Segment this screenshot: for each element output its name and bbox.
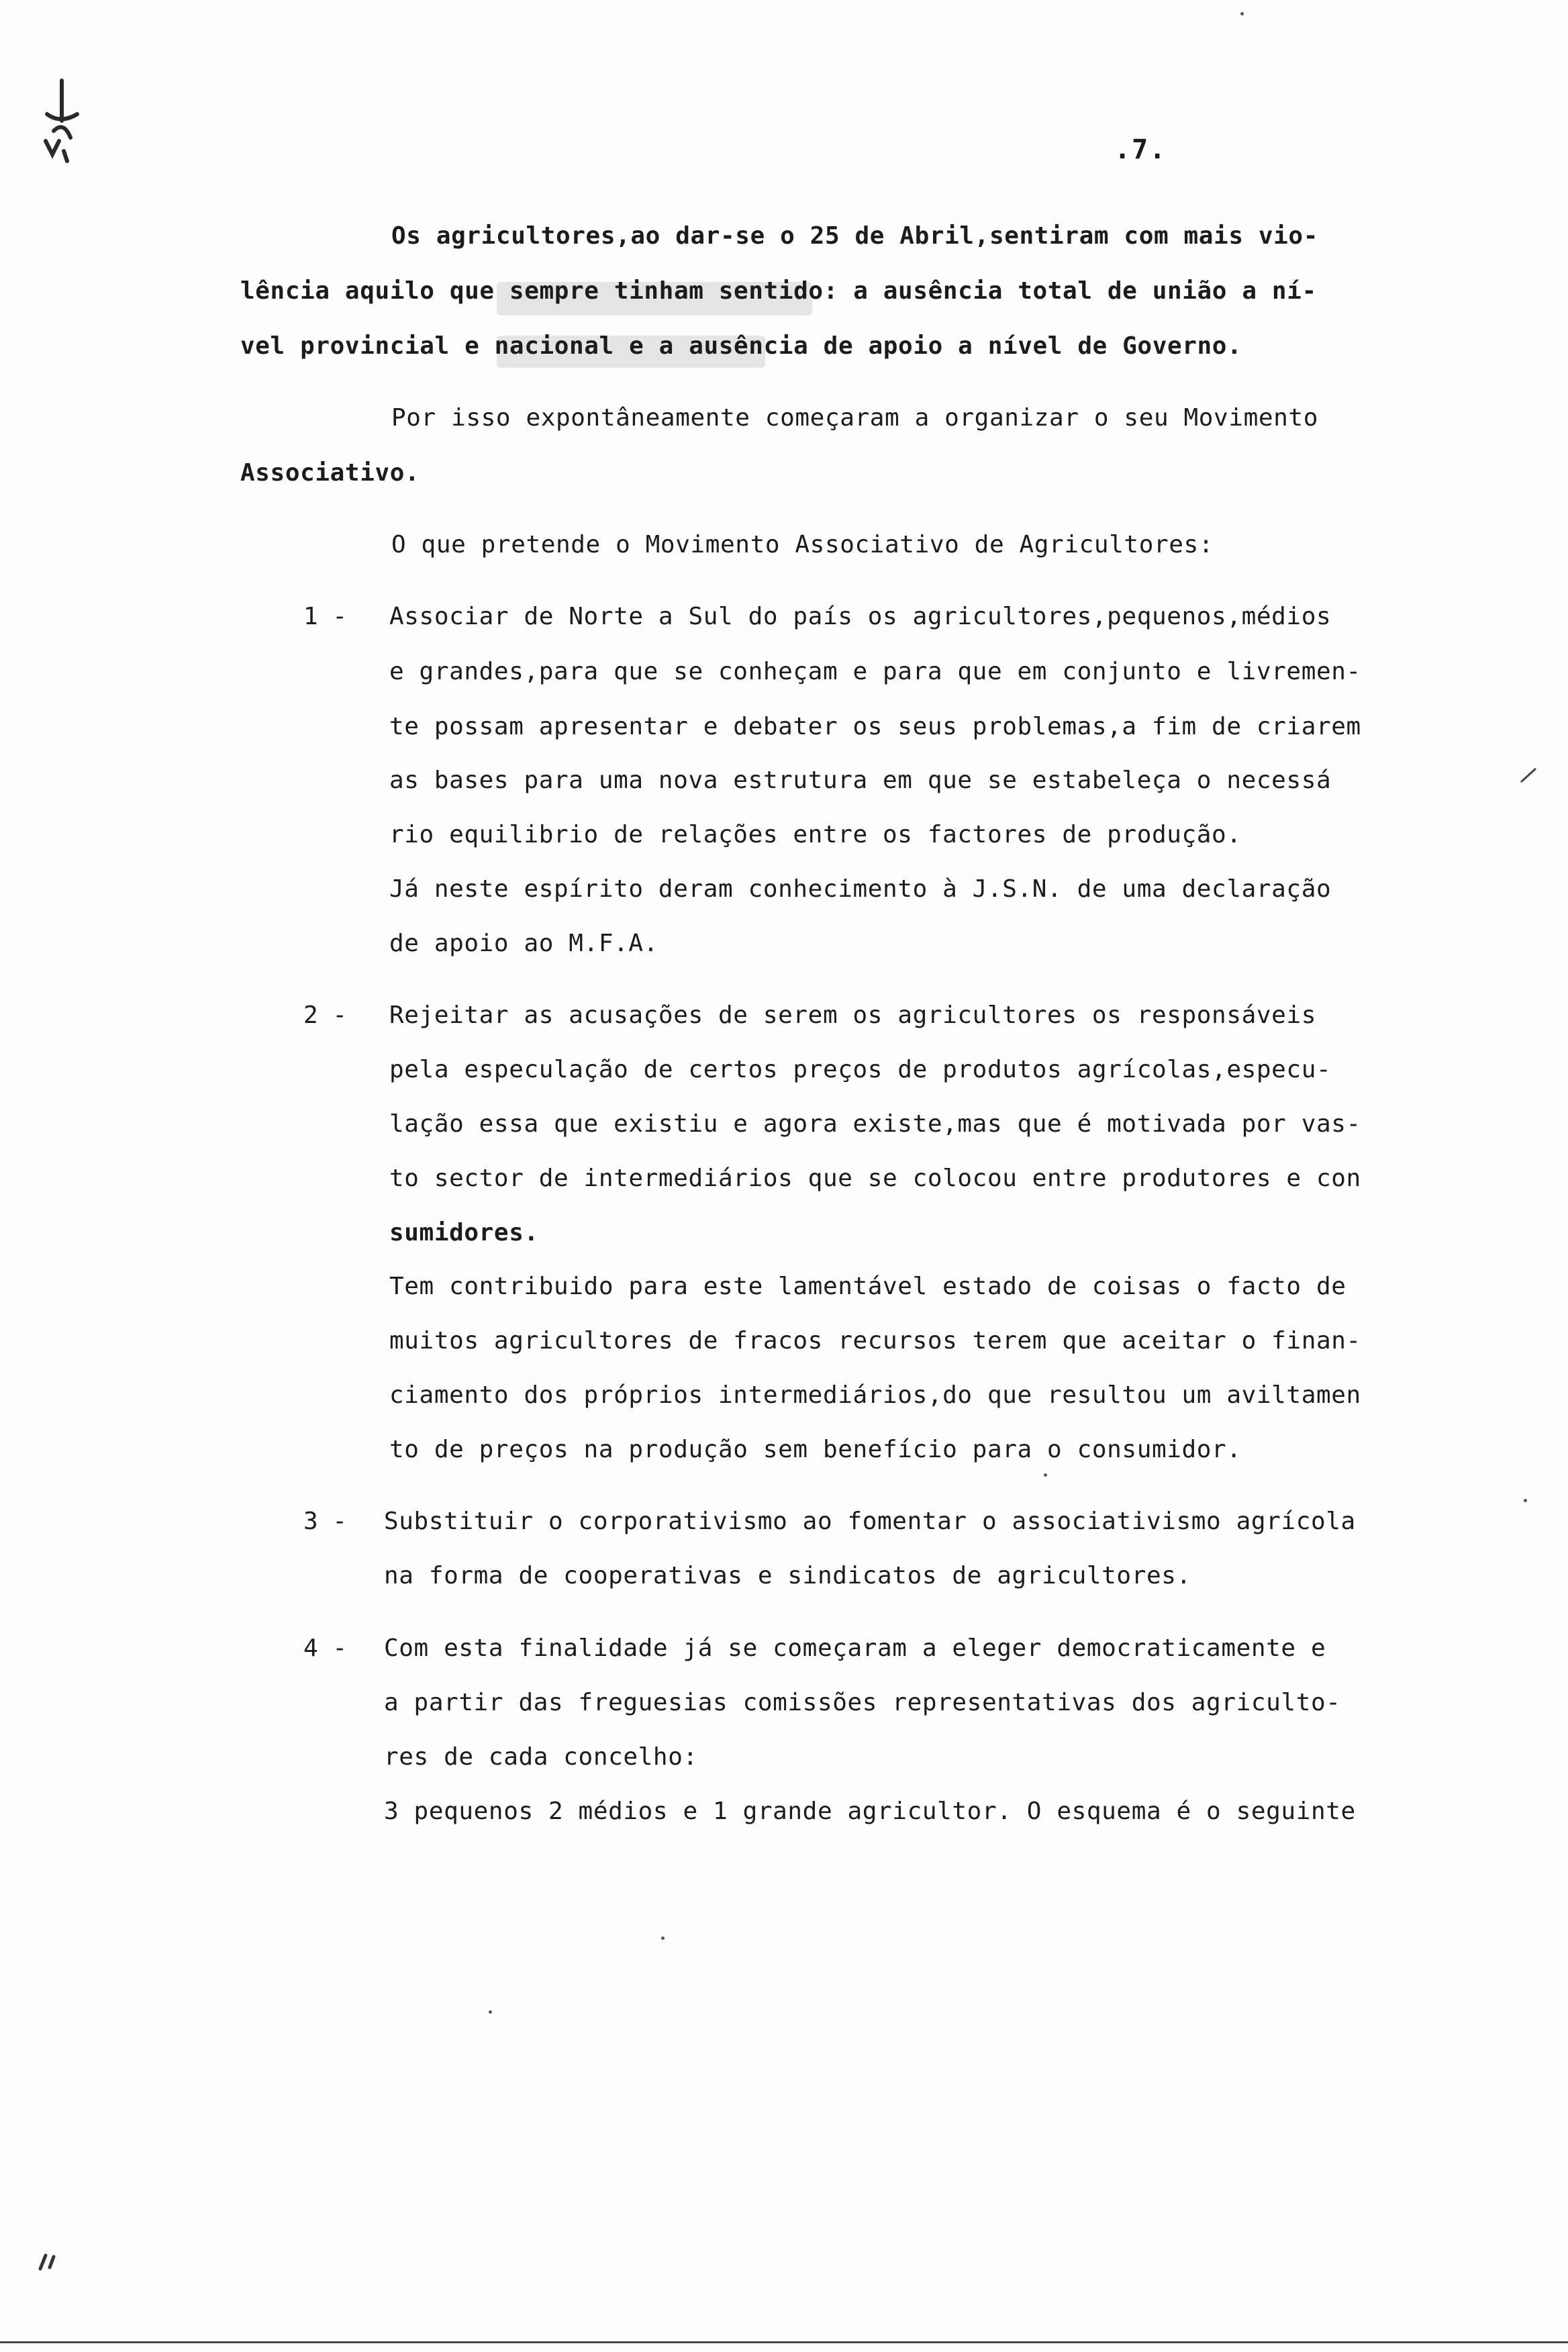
item-2-line-1: Rejeitar as acusações de serem os agricultores os responsáveis	[389, 1001, 1316, 1029]
second-line-1: Por isso expontâneamente começaram a organizar o seu Movimento	[391, 404, 1318, 432]
item-1-number: 1 -	[303, 603, 348, 630]
item-1-line-1: Associar de Norte a Sul do país os agricultores,pequenos,médios	[389, 603, 1332, 630]
intro-line-1: Os agricultores,ao dar-se o 25 de Abril,sentiram com mais vio-	[391, 222, 1318, 250]
scan-speck	[661, 1937, 665, 1940]
item-4-number: 4 -	[303, 1634, 348, 1662]
item-2-line-4: to sector de intermediários que se colocou entre produtores e con	[389, 1165, 1361, 1192]
item-2-line-3: lação essa que existiu e agora existe,mas que é motivada por vas-	[389, 1110, 1361, 1138]
item-1-line-4: as bases para uma nova estrutura em que se estabeleça o necessá	[389, 767, 1332, 794]
item-2-line-7: muitos agricultores de fracos recursos terem que aceitar o finan-	[389, 1327, 1361, 1355]
item-3-line-1: Substituir o corporativismo ao fomentar o associativismo agrícola	[384, 1508, 1356, 1535]
handwritten-signature-mark	[27, 74, 94, 175]
item-4-line-3: res de cada concelho:	[384, 1743, 698, 1771]
scan-speck	[489, 2010, 492, 2014]
intro-line-2: lência aquilo que sempre tinham sentido: a ausência total de união a ní-	[240, 277, 1317, 305]
item-3-number: 3 -	[303, 1508, 348, 1535]
item-1-line-5: rio equilibrio de relações entre os factores de produção.	[389, 821, 1242, 848]
item-1-line-3: te possam apresentar e debater os seus problemas,a fim de criarem	[389, 713, 1361, 740]
item-2-line-2: pela especulação de certos preços de produtos agrícolas,especu-	[389, 1056, 1332, 1083]
item-2-line-6: Tem contribuido para este lamentável estado de coisas o facto de	[389, 1273, 1346, 1300]
item-2-line-5: sumidores.	[389, 1219, 539, 1246]
item-2-line-9: to de preços na produção sem benefício para o consumidor.	[389, 1436, 1242, 1463]
item-1-line-6: Já neste espírito deram conhecimento à J.S.N. de uma declaração	[389, 875, 1332, 903]
second-line-2: Associativo.	[240, 459, 420, 487]
third-line-1: O que pretende o Movimento Associativo de Agricultores:	[391, 531, 1214, 558]
corner-mark	[34, 2242, 74, 2282]
margin-mark	[1518, 762, 1538, 789]
item-1-line-7: de apoio ao M.F.A.	[389, 930, 658, 957]
scan-speck	[1524, 1499, 1527, 1502]
item-4-line-1: Com esta finalidade já se começaram a eleger democraticamente e	[384, 1634, 1326, 1662]
intro-line-3: vel provincial e nacional e a ausência de apoio a nível de Governo.	[240, 332, 1242, 360]
scan-speck	[1240, 12, 1244, 15]
item-1-line-2: e grandes,para que se conheçam e para que em conjunto e livremen-	[389, 658, 1361, 685]
bottom-edge-line	[0, 2341, 1568, 2343]
item-4-line-2: a partir das freguesias comissões representativas dos agriculto-	[384, 1689, 1341, 1716]
item-2-number: 2 -	[303, 1001, 348, 1029]
item-3-line-2: na forma de cooperativas e sindicatos de agricultores.	[384, 1562, 1191, 1589]
item-4-line-4: 3 pequenos 2 médios e 1 grande agricultor. O esquema é o seguinte	[384, 1798, 1356, 1825]
scan-speck	[1044, 1473, 1047, 1477]
page-number: .7.	[1114, 134, 1167, 165]
item-2-line-8: ciamento dos próprios intermediários,do que resultou um aviltamen	[389, 1381, 1361, 1409]
